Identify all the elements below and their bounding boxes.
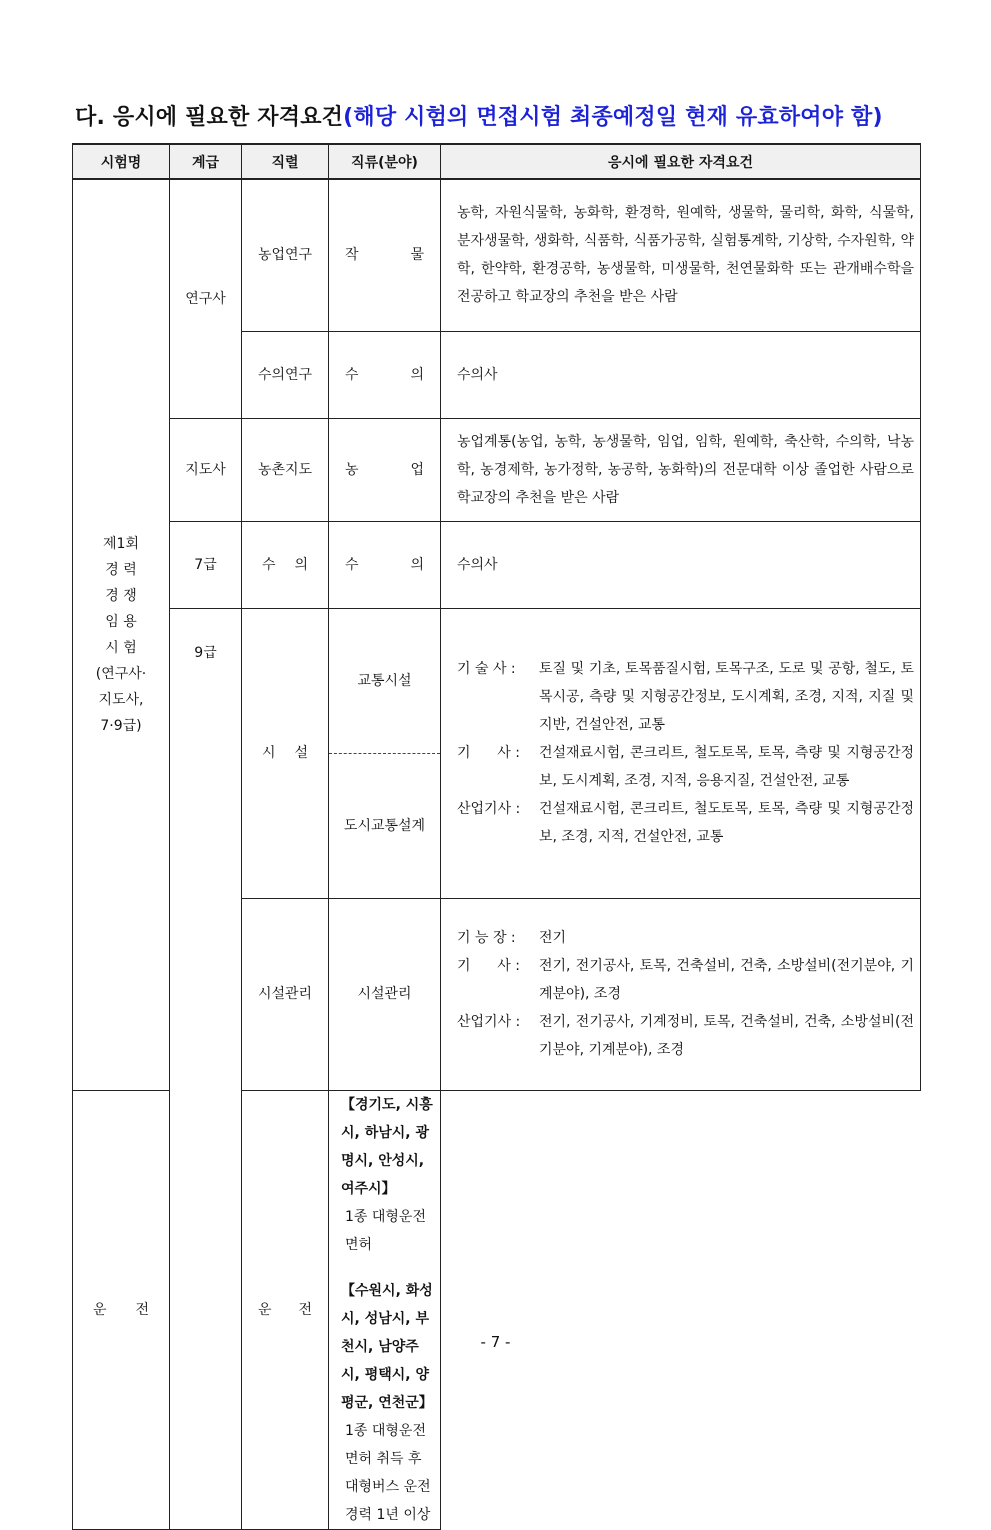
requirement-cell: 농학, 자원식물학, 농화학, 환경학, 원예학, 생물학, 물리학, 화학, 식물학, 분자생물학, 생화학, 식품학, 식품가공학, 실험통계학, 기상학, 수자원학, 약학, 한약학, 환경공학, 농생물학, 미생물학, 천연물화학 또는 관개배수학을 전공하고 학교장의 추천을 받은 사람 xyxy=(441,179,921,331)
qualification-item: 산업기사 : 건설재료시험, 콘크리트, 철도토목, 토목, 측량 및 지형공간정보, 조경, 지적, 건설안전, 교통 xyxy=(457,801,914,845)
grade-cell: 연구사 xyxy=(170,179,242,418)
requirement-cell: 농업계통(농업, 농학, 농생물학, 임업, 임학, 원예학, 축산학, 수의학, 낙농학, 농경제학, 농가정학, 농공학, 농화학)의 전문대학 이상 졸업한 사람으로 학교장의 추천을 받은 사람 xyxy=(441,418,921,521)
requirement-cell: 수의사 xyxy=(441,331,921,418)
category-cell: 작 물 xyxy=(329,179,441,331)
category-cell: 수 의 xyxy=(329,331,441,418)
section-heading xyxy=(75,100,883,131)
category-cell: 교통시설 xyxy=(329,608,441,753)
section-heading-note: (해당 시험의 면접시험 최종예정일 현재 유효하여야 함) xyxy=(343,105,883,130)
table-row xyxy=(73,179,921,331)
col-header-category: 직류(분야) xyxy=(329,144,441,179)
category-cell: 운 전 xyxy=(242,1090,329,1529)
series-cell: 시 설 xyxy=(242,608,329,898)
series-cell: 수 의 xyxy=(242,521,329,608)
qualification-item: 산업기사 : 전기, 전기공사, 기계정비, 토목, 건축설비, 건축, 소방설비(전기분야, 기계분야), 조경 xyxy=(457,1014,914,1058)
col-header-series: 직렬 xyxy=(242,144,329,179)
requirement-cell xyxy=(329,1090,441,1529)
requirement-cell xyxy=(441,898,921,1090)
category-cell: 도시교통설계 xyxy=(329,753,441,898)
region-requirement: 1종 대형운전면허 xyxy=(345,1208,426,1253)
region-requirement: 1종 대형운전면허 취득 후 대형버스 운전경력 1년 이상 xyxy=(345,1422,431,1523)
qualification-item: 기 능 장 : 전기 xyxy=(457,930,567,946)
qualification-item: 기 사 : 전기, 전기공사, 토목, 건축설비, 건축, 소방설비(전기분야, 기계분야), 조경 xyxy=(457,958,914,1002)
category-cell: 시설관리 xyxy=(329,898,441,1090)
section-heading-main: 다. 응시에 필요한 자격요건 xyxy=(75,105,344,130)
qualification-item: 기 사 : 건설재료시험, 콘크리트, 철도토목, 토목, 측량 및 지형공간정보, 도시계획, 조경, 지적, 응용지질, 건설안전, 교통 xyxy=(457,745,914,789)
table-row xyxy=(73,608,921,753)
category-cell: 수 의 xyxy=(329,521,441,608)
series-cell: 농업연구 xyxy=(242,179,329,331)
exam-name-cell: 제1회 경 력 경 쟁 임 용 시 험 (연구사· 지도사, 7·9급) xyxy=(73,179,170,1090)
qualification-item: 기 술 사 : 토질 및 기초, 토목품질시험, 토목구조, 도로 및 공항, 철도, 토목시공, 측량 및 지형공간정보, 도시계획, 조경, 지적, 지질 및 지반, 건설안전, 교통 xyxy=(457,661,914,733)
col-header-exam: 시험명 xyxy=(73,144,170,179)
col-header-grade: 계급 xyxy=(170,144,242,179)
grade-cell: 9급 xyxy=(170,608,242,1529)
table-row xyxy=(73,521,921,608)
table-row xyxy=(73,418,921,521)
series-cell: 수의연구 xyxy=(242,331,329,418)
page-number: - 7 - xyxy=(480,1333,511,1351)
series-cell: 운 전 xyxy=(73,1090,170,1529)
requirement-cell: 수의사 xyxy=(441,521,921,608)
table-header-row xyxy=(73,144,921,179)
series-cell: 농촌지도 xyxy=(242,418,329,521)
grade-cell: 7급 xyxy=(170,521,242,608)
series-cell: 시설관리 xyxy=(242,898,329,1090)
requirement-cell xyxy=(441,608,921,898)
grade-cell: 지도사 xyxy=(170,418,242,521)
category-cell: 농 업 xyxy=(329,418,441,521)
requirements-table xyxy=(72,143,921,1530)
region-label: 【경기도, 시흥시, 하남시, 광명시, 안성시, 여주시】 xyxy=(341,1096,433,1197)
col-header-requirement: 응시에 필요한 자격요건 xyxy=(441,144,921,179)
region-label: 【수원시, 화성시, 성남시, 부천시, 남양주시, 평택시, 양평군, 연천군】 xyxy=(341,1282,433,1411)
